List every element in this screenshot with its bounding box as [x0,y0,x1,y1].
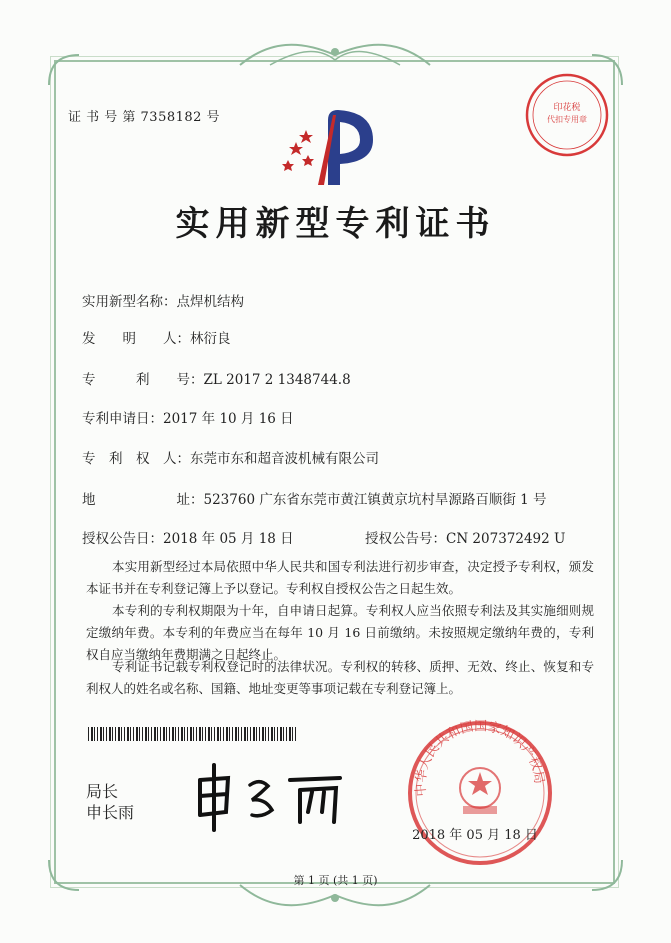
announcement-date [82,527,294,547]
certificate-title: 实用新型专利证书 [175,204,496,244]
field-value: ZL 2017 2 1348744.8 [203,372,351,388]
field-patent-number [82,368,351,388]
field-value: 点焊机结构 [176,294,244,310]
certificate-number: 证 书 号 第 7358182 号 [68,110,221,125]
field-value: 东莞市东和超音波机械有限公司 [190,451,379,467]
field-label: 地 址： [82,492,204,508]
announcement-date-label: 授权公告日： [82,531,163,547]
field-label: 专 利 号： [82,372,204,388]
signatory-title: 局长 [86,782,119,801]
announcement-number [365,527,565,547]
tax-stamp-seal-icon [522,70,612,160]
field-value: 林衍良 [190,331,231,347]
field-label: 专利申请日： [82,411,163,427]
svg-text:印花税: 印花税 [553,103,581,113]
announcement-number-label: 授权公告号： [365,531,446,547]
field-inventor [82,327,231,347]
page-number: 第 1 页 (共 1 页) [293,874,378,887]
field-patentee [82,447,379,467]
field-label: 实用新型名称： [82,294,177,310]
handwritten-signature [190,760,350,835]
field-value: 2017 年 10 月 16 日 [163,411,294,427]
patent-office-logo-icon [278,100,388,190]
seal-date: 2018 年 05 月 18 日 [412,828,538,843]
national-ip-office-seal-icon [405,718,555,868]
announcement-number-value: CN 207372492 U [446,531,566,547]
top-ornament [230,40,440,70]
svg-text:代扣专用章: 代扣专用章 [547,115,587,124]
svg-text:中华人民共和国国家知识产权局: 中华人民共和国国家知识产权局 [413,719,547,798]
barcode [88,727,298,741]
field-label: 发 明 人： [82,331,190,347]
body-paragraph-2: 本专利的专利权期限为十年，自申请日起算。专利权人应当依照专利法及其实施细则规定缴纳年费。本专利的年费应当在每年 10 月 16 日前缴纳。未按照规定缴纳年费的，专利权自应当缴纳年费期满之日起终止。 [86,603,594,662]
field-value: 523760 广东省东莞市黄江镇黄京坑村旱源路百顺街 1 号 [203,492,547,508]
body-paragraph-1: 本实用新型经过本局依照中华人民共和国专利法进行初步审查，决定授予专利权，颁发本证书并在专利登记簿上予以登记。专利权自授权公告之日起生效。 [86,559,594,596]
field-label: 专 利 权 人： [82,451,190,467]
field-address [82,488,547,508]
signatory-name: 申长雨 [86,803,135,822]
corner-ornament-tl [44,50,84,90]
body-paragraph-3: 专利证书记载专利权登记时的法律状况。专利权的转移、质押、无效、终止、恢复和专利权人的姓名或名称、国籍、地址变更等事项记载在专利登记簿上。 [86,659,594,696]
field-utility-model-name [82,290,244,310]
announcement-date-value: 2018 年 05 月 18 日 [163,531,294,547]
field-filing-date [82,407,294,427]
